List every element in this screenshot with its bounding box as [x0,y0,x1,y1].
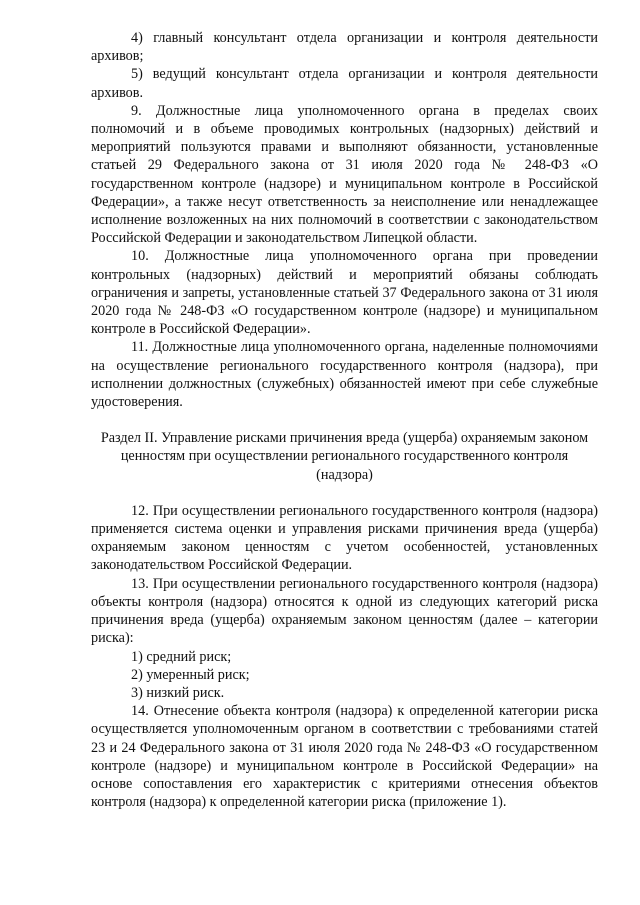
paragraph-10: 10. Должностные лица уполномоченного органа при проведении контрольных (надзорных) действий и мероприятий обязаны соблюдать ограничения и запреты, установленные статьей 37 Федерального закона от 31 июля 2020 года № 248-ФЗ «О государственном контроле (надзоре) и муниципальном контроле в Российской Федерации». [91,248,598,338]
section-2-heading: Раздел II. Управление рисками причинения вреда (ущерба) охраняемым законом ценностям при осуществлении регионального государственного контроля (надзора) [100,430,589,483]
paragraph-12: 12. При осуществлении регионального государственного контроля (надзора) применяется система оценки и управления рисками причинения вреда (ущерба) охраняемым законом ценностям с учетом особенностей, установленных законодательством Российской Федерации. [91,502,598,574]
risk-category-low: 3) низкий риск. [131,684,225,701]
paragraph-14: 14. Отнесение объекта контроля (надзора) к определенной категории риска осуществляется уполномоченным органом в соответствии с требованиями статей 23 и 24 Федерального закона от 31 июля 2020 года № 248-ФЗ «О государственном контроле (надзоре) и муниципальном контроле в Российской Федерации» на основе сопоставления его характеристик с критериями отнесения объектов контроля (надзора) к определенной категории риска (приложение 1). [91,703,598,811]
risk-category-medium: 1) средний риск; [131,648,232,665]
section-spacer [91,411,598,429]
paragraph-item-4: 4) главный консультант отдела организации и контроля деятельности архивов; [91,30,598,65]
document-body [91,29,598,811]
paragraph-11: 11. Должностные лица уполномоченного органа, наделенные полномочиями на осуществление регионального государственного контроля (надзора), при исполнении должностных (служебных) обязанностей имеют при себе служебные удостоверения. [91,339,598,411]
paragraph-item-5: 5) ведущий консультант отдела организации и контроля деятельности архивов. [91,66,598,101]
risk-category-moderate: 2) умеренный риск; [131,666,250,683]
section-spacer [91,484,598,502]
paragraph-13: 13. При осуществлении регионального государственного контроля (надзора) объекты контроля (надзора) относятся к одной из следующих категорий риска причинения вреда (ущерба) охраняемым законом ценностям (далее – категории риска): [91,575,598,647]
paragraph-9: 9. Должностные лица уполномоченного органа в пределах своих полномочий и в объеме проводимых контрольных (надзорных) действий и мероприятий пользуются правами и выполняют обязанности, установленные статьей 29 Федерального закона от 31 июля 2020 года № 248-ФЗ «О государственном контроле (надзоре) и муниципальном контроле в Российской Федерации», а также несут ответственность за неисполнение или ненадлежащее исполнение возложенных на них полномочий в соответствии с законодательством Российской Федерации и законодательством Липецкой области. [91,102,598,247]
